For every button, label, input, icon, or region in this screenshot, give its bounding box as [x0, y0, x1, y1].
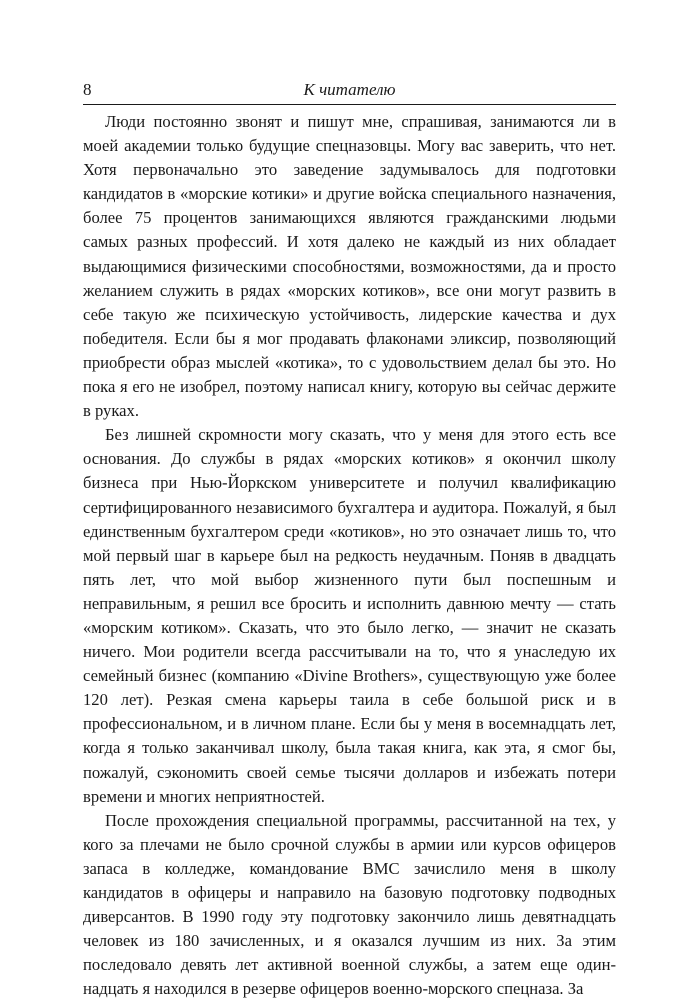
running-header — [83, 80, 616, 102]
running-title: К читателю — [303, 80, 396, 99]
paragraph: Без лишней скромности могу сказать, что у меня для этого есть все основания. До службы в рядах «морских котиков» я окончил школу бизнеса при Нью-Йоркском университете и получил квалификацию сертифицированного независимого бухгалтера и аудитора. Пожалуй, я был единственным бухгалтером среди «котиков», но это означает лишь то, что мой первый шаг в карьере был на редкость неудачным. Поняв в двадцать пять лет, что мой выбор жизненного пути был поспешным и неправильным, я решил все бросить и исполнить давнюю мечту — стать «морским котиком». Сказать, что это было легко, — значит не сказать ничего. Мои родители всегда рассчитывали на то, что я унаследую их семейный бизнес (компанию «Divine Brothers», существующую уже более 120 лет). Резкая смена карьеры таила в себе большой риск и в профессиональном, и в личном плане. Если бы у меня в восемнадцать лет, когда я только заканчивал школу, была такая книга, как эта, я смог бы, пожалуй, сэкономить своей семье тысячи долларов и избежать потери времени и многих неприятностей. — [83, 425, 616, 806]
paragraph: Люди постоянно звонят и пишут мне, спрашивая, занимаются ли в моей академии только будущие спецназовцы. Могу вас заверить, что нет. Хотя первоначально это заведение задумывалось для подготовки кандидатов в «морские котики» и другие войска специального назначения, более 75 процентов занимающихся являются гражданскими людьми самых разных профессий. И хотя далеко не каждый из них обладает выдающимися физическими способностями, возможностями, да и просто желанием служить в рядах «морских котиков», все они могут развить в себе такую же психическую устойчивость, лидерские качества и дух победителя. Если бы я мог продавать флаконами эликсир, позволяющий приобрести образ мыслей «котика», то с удовольствием делал бы это. Но пока я его не изобрел, поэтому написал книгу, которую вы сейчас держите в руках. — [83, 112, 616, 421]
body-text — [83, 110, 616, 1001]
header-rule — [83, 104, 616, 105]
paragraph: После прохождения специальной программы, рассчитанной на тех, у кого за плечами не было срочной службы в армии или курсов офицеров запаса в колледже, командование ВМС зачислило меня в школу кандидатов в офицеры и направило на базовую подготовку подводных диверсантов. В 1990 году эту подготовку закончило лишь девятнадцать человек из 180 зачисленных, и я оказался лучшим из них. За этим последовало девять лет активной военной службы, а затем еще одиннадцать я находился в резерве офицеров военно-морского спецназа. За — [83, 810, 616, 999]
page-number: 8 — [83, 80, 92, 99]
